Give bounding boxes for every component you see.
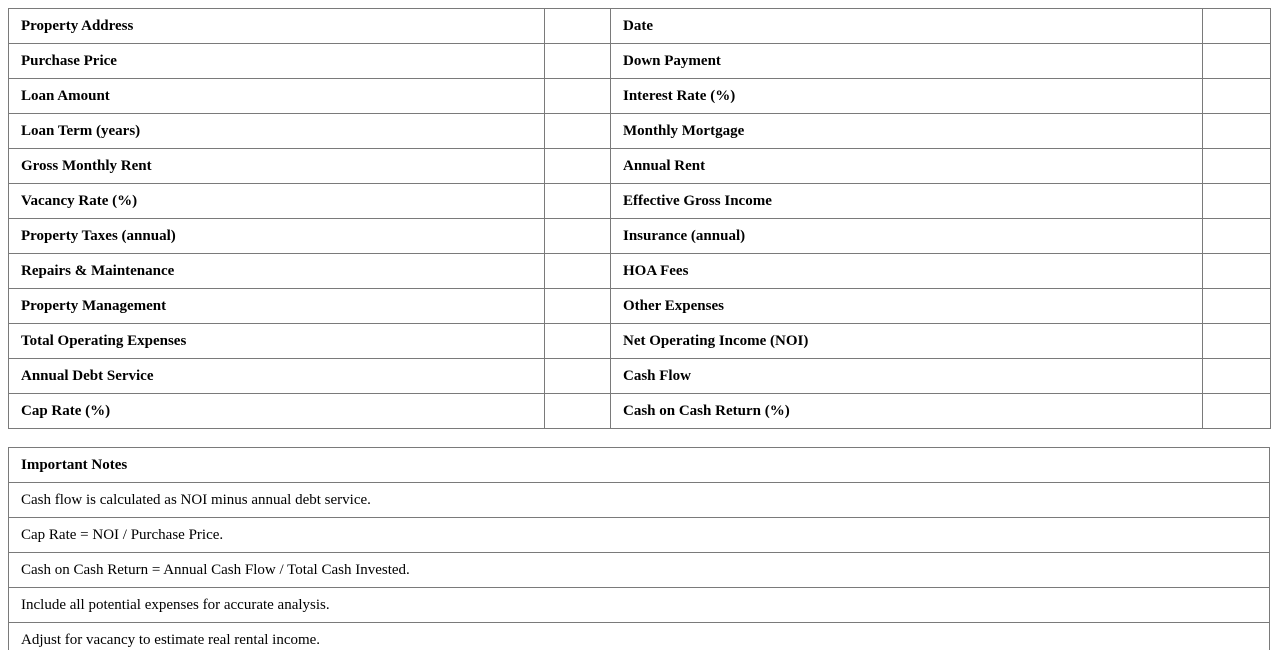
field-label: Property Management bbox=[9, 289, 545, 324]
field-value-cell[interactable] bbox=[545, 394, 611, 429]
table-row bbox=[9, 184, 1271, 219]
field-value-cell[interactable] bbox=[1203, 44, 1271, 79]
table-row bbox=[9, 289, 1271, 324]
field-label: Property Taxes (annual) bbox=[9, 219, 545, 254]
field-label: Cash Flow bbox=[611, 359, 1203, 394]
field-value-cell[interactable] bbox=[1203, 394, 1271, 429]
field-value-cell[interactable] bbox=[1203, 254, 1271, 289]
table-row bbox=[9, 359, 1271, 394]
field-value-cell[interactable] bbox=[1203, 289, 1271, 324]
table-row bbox=[9, 149, 1271, 184]
table-row bbox=[9, 588, 1270, 623]
table-row bbox=[9, 483, 1270, 518]
field-value-cell[interactable] bbox=[545, 9, 611, 44]
note-item: Adjust for vacancy to estimate real rental income. bbox=[9, 623, 1270, 650]
field-value-cell[interactable] bbox=[545, 149, 611, 184]
field-value-cell[interactable] bbox=[1203, 9, 1271, 44]
note-item: Include all potential expenses for accurate analysis. bbox=[9, 588, 1270, 623]
table-row bbox=[9, 9, 1271, 44]
field-label: Interest Rate (%) bbox=[611, 79, 1203, 114]
table-row bbox=[9, 79, 1271, 114]
note-item: Cap Rate = NOI / Purchase Price. bbox=[9, 518, 1270, 553]
field-label: Purchase Price bbox=[9, 44, 545, 79]
table-row bbox=[9, 324, 1271, 359]
field-label: Loan Amount bbox=[9, 79, 545, 114]
field-label: Monthly Mortgage bbox=[611, 114, 1203, 149]
property-analysis-body bbox=[9, 9, 1271, 429]
field-value-cell[interactable] bbox=[545, 324, 611, 359]
field-label: Total Operating Expenses bbox=[9, 324, 545, 359]
table-row bbox=[9, 114, 1271, 149]
field-label: Repairs & Maintenance bbox=[9, 254, 545, 289]
table-row bbox=[9, 448, 1270, 483]
field-label: Cap Rate (%) bbox=[9, 394, 545, 429]
field-value-cell[interactable] bbox=[545, 289, 611, 324]
field-label: Insurance (annual) bbox=[611, 219, 1203, 254]
table-row bbox=[9, 623, 1270, 650]
property-analysis-table bbox=[8, 8, 1271, 429]
field-label: Net Operating Income (NOI) bbox=[611, 324, 1203, 359]
field-label: Property Address bbox=[9, 9, 545, 44]
notes-heading: Important Notes bbox=[9, 448, 1270, 483]
field-value-cell[interactable] bbox=[545, 79, 611, 114]
field-label: Other Expenses bbox=[611, 289, 1203, 324]
field-label: Vacancy Rate (%) bbox=[9, 184, 545, 219]
field-label: Loan Term (years) bbox=[9, 114, 545, 149]
field-label: Annual Rent bbox=[611, 149, 1203, 184]
field-value-cell[interactable] bbox=[545, 114, 611, 149]
field-value-cell[interactable] bbox=[545, 44, 611, 79]
table-row bbox=[9, 553, 1270, 588]
table-row bbox=[9, 219, 1271, 254]
field-label: Annual Debt Service bbox=[9, 359, 545, 394]
important-notes-table bbox=[8, 447, 1270, 650]
table-row bbox=[9, 394, 1271, 429]
table-row bbox=[9, 254, 1271, 289]
table-row bbox=[9, 518, 1270, 553]
field-value-cell[interactable] bbox=[1203, 114, 1271, 149]
field-label: Down Payment bbox=[611, 44, 1203, 79]
field-value-cell[interactable] bbox=[1203, 149, 1271, 184]
field-value-cell[interactable] bbox=[545, 254, 611, 289]
field-label: Cash on Cash Return (%) bbox=[611, 394, 1203, 429]
field-label: Effective Gross Income bbox=[611, 184, 1203, 219]
field-value-cell[interactable] bbox=[545, 219, 611, 254]
table-row bbox=[9, 44, 1271, 79]
note-item: Cash on Cash Return = Annual Cash Flow / Total Cash Invested. bbox=[9, 553, 1270, 588]
field-value-cell[interactable] bbox=[545, 359, 611, 394]
field-label: Gross Monthly Rent bbox=[9, 149, 545, 184]
note-item: Cash flow is calculated as NOI minus annual debt service. bbox=[9, 483, 1270, 518]
field-label: Date bbox=[611, 9, 1203, 44]
field-value-cell[interactable] bbox=[1203, 184, 1271, 219]
field-value-cell[interactable] bbox=[1203, 219, 1271, 254]
field-value-cell[interactable] bbox=[1203, 79, 1271, 114]
field-value-cell[interactable] bbox=[1203, 324, 1271, 359]
field-value-cell[interactable] bbox=[1203, 359, 1271, 394]
field-value-cell[interactable] bbox=[545, 184, 611, 219]
field-label: HOA Fees bbox=[611, 254, 1203, 289]
